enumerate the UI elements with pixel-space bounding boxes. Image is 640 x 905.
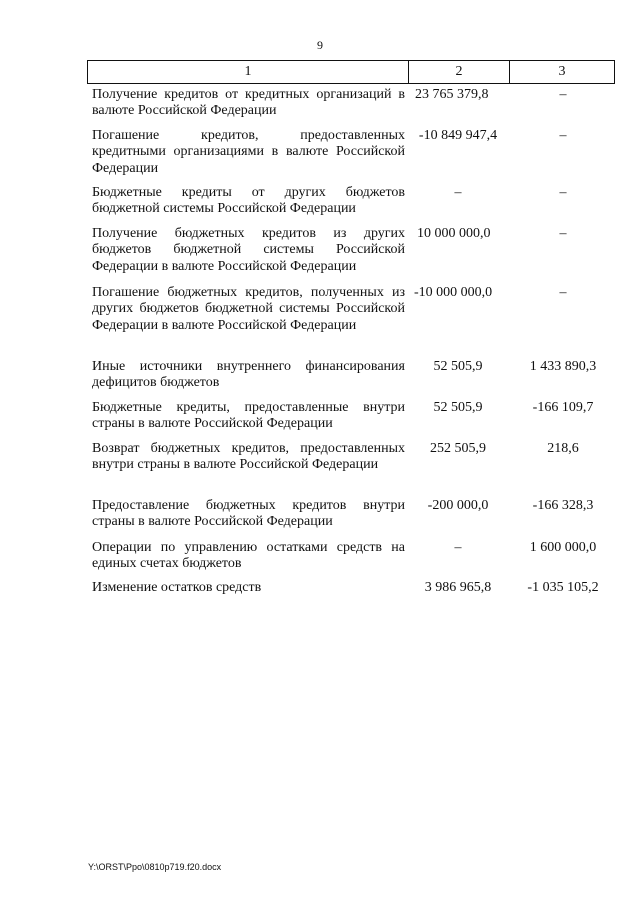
- row-value-col2: 10 000 000,0: [417, 226, 491, 241]
- file-path-footer: Y:\ORST\Ppo\0810p719.f20.docx: [88, 862, 222, 872]
- row-value-col3: –: [559, 87, 567, 102]
- row-label: Получение бюджетных кредитов из других бюджетов бюджетной системы Российской Федерации в валюте Российской Федерации: [92, 226, 405, 274]
- row-value-col3: 1 600 000,0: [529, 540, 597, 555]
- row-label: Иные источники внутреннего финансирования дефицитов бюджетов: [92, 359, 405, 391]
- row-label: Погашение кредитов, предоставленных кредитными организациями в валюте Российской Федерации: [92, 128, 405, 176]
- row-value-col2: -200 000,0: [427, 498, 489, 513]
- row-value-col2: -10 849 947,4: [418, 128, 498, 143]
- row-value-col2: 23 765 379,8: [415, 87, 489, 102]
- row-value-col3: –: [559, 226, 567, 241]
- row-value-col2: -10 000 000,0: [414, 285, 493, 300]
- row-label: Получение кредитов от кредитных организаций в валюте Российской Федерации: [92, 87, 405, 119]
- row-label: Бюджетные кредиты, предоставленные внутри страны в валюте Российской Федерации: [92, 400, 405, 432]
- row-value-col3: –: [559, 128, 567, 143]
- header-col-3: 3: [558, 64, 566, 79]
- row-value-col3: –: [559, 185, 567, 200]
- row-value-col2: –: [454, 540, 462, 555]
- row-value-col2: –: [454, 185, 462, 200]
- header-col-1: 1: [88, 61, 409, 83]
- row-label: Предоставление бюджетных кредитов внутри страны в валюте Российской Федерации: [92, 498, 405, 530]
- row-value-col3: -166 328,3: [532, 498, 594, 513]
- row-label: Операции по управлению остатками средств на единых счетах бюджетов: [92, 540, 405, 572]
- row-value-col2: 252 505,9: [430, 441, 486, 456]
- row-value-col3: –: [559, 285, 567, 300]
- row-label: Бюджетные кредиты от других бюджетов бюджетной системы Российской Федерации: [92, 185, 405, 217]
- row-value-col3: -1 035 105,2: [527, 580, 599, 595]
- row-value-col2: 3 986 965,8: [424, 580, 492, 595]
- row-label: Изменение остатков средств: [92, 580, 262, 595]
- row-label: Возврат бюджетных кредитов, предоставленных внутри страны в валюте Российской Федерации: [92, 441, 405, 473]
- row-label: Погашение бюджетных кредитов, полученных из других бюджетов бюджетной системы Российской Федерации в валюте Российской Федерации: [92, 285, 405, 333]
- header-col-2: 2: [409, 61, 510, 83]
- table-header: [87, 60, 615, 84]
- row-value-col3: -166 109,7: [532, 400, 594, 415]
- row-value-col2: 52 505,9: [433, 400, 483, 415]
- page-number: 9: [317, 38, 323, 52]
- row-value-col2: 52 505,9: [433, 359, 483, 374]
- row-value-col3: 1 433 890,3: [529, 359, 597, 374]
- row-value-col3: 218,6: [547, 441, 579, 456]
